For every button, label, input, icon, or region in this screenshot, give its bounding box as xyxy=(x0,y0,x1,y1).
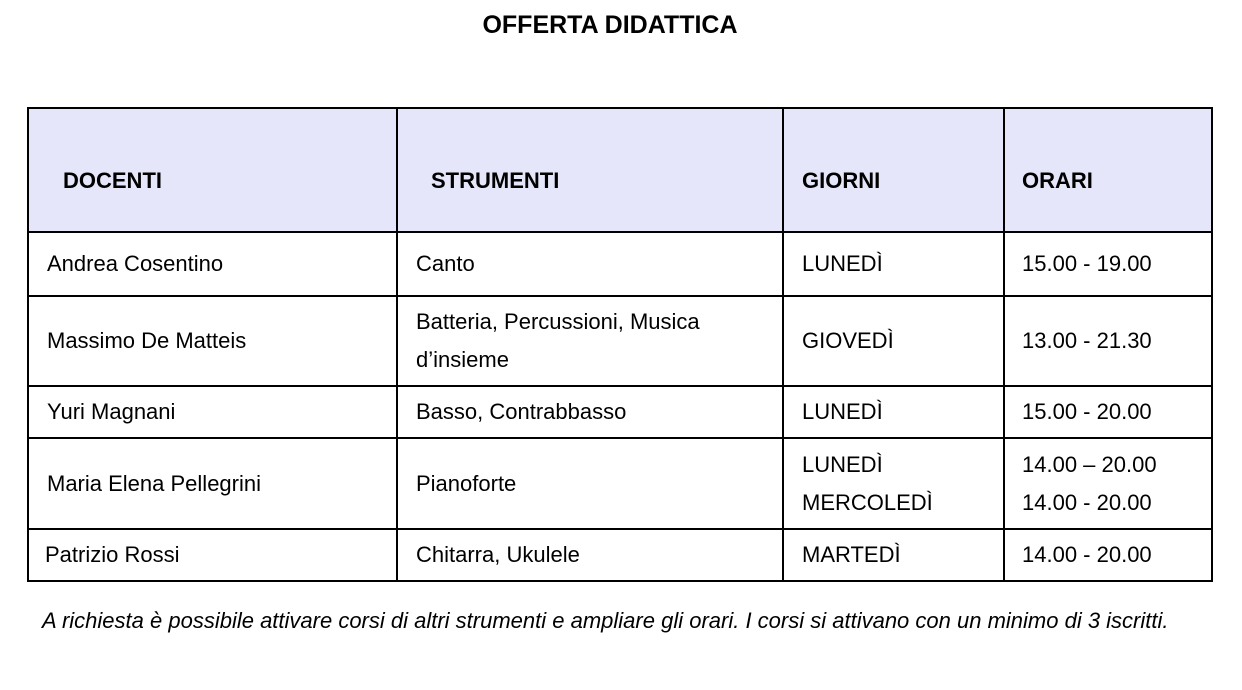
giorni-cell xyxy=(783,438,1004,529)
table-row xyxy=(28,438,1212,529)
strumenti-cell: Chitarra, Ukulele xyxy=(397,529,783,581)
course-table xyxy=(27,107,1213,582)
giorni-cell xyxy=(783,529,1004,581)
orario-value: 13.00 - 21.30 xyxy=(1022,328,1152,353)
docente-cell: Maria Elena Pellegrini xyxy=(28,438,397,529)
giorno-value: GIOVEDÌ xyxy=(802,328,894,353)
table-header-row xyxy=(28,108,1212,232)
orario-value: 14.00 – 20.00 xyxy=(1022,451,1157,477)
table-row xyxy=(28,296,1212,386)
orari-cell xyxy=(1004,386,1212,438)
orario-value: 14.00 - 20.00 xyxy=(1022,542,1152,567)
strumenti-cell: Pianoforte xyxy=(397,438,783,529)
column-header-docenti: DOCENTI xyxy=(28,108,397,232)
column-header-orari: ORARI xyxy=(1004,108,1212,232)
footnote-text: A richiesta è possibile attivare corsi di altri strumenti e ampliare gli orari. I corsi si attivano con un minimo di 3 iscritti. xyxy=(42,608,1169,633)
table-row xyxy=(28,529,1212,581)
docente-cell: Massimo De Matteis xyxy=(28,296,397,386)
orari-cell xyxy=(1004,296,1212,386)
table-row xyxy=(28,232,1212,296)
strumenti-cell: Canto xyxy=(397,232,783,296)
giorni-cell xyxy=(783,232,1004,296)
docente-cell: Patrizio Rossi xyxy=(28,529,397,581)
giorni-cell xyxy=(783,386,1004,438)
page-title: OFFERTA DIDATTICA xyxy=(482,11,738,39)
giorno-value: MARTEDÌ xyxy=(802,542,901,567)
giorno-value: MERCOLEDÌ xyxy=(802,489,933,515)
column-header-giorni: GIORNI xyxy=(783,108,1004,232)
strumenti-cell: Basso, Contrabbasso xyxy=(397,386,783,438)
giorni-cell xyxy=(783,296,1004,386)
orario-value: 15.00 - 20.00 xyxy=(1022,399,1152,424)
giorno-value: LUNEDÌ xyxy=(802,399,883,424)
orario-value: 14.00 - 20.00 xyxy=(1022,489,1152,515)
giorno-value: LUNEDÌ xyxy=(802,451,883,477)
docente-cell: Yuri Magnani xyxy=(28,386,397,438)
orario-value: 15.00 - 19.00 xyxy=(1022,251,1152,276)
strumenti-cell: Batteria, Percussioni, Musica d’insieme xyxy=(397,296,783,386)
orari-cell xyxy=(1004,232,1212,296)
table-row xyxy=(28,386,1212,438)
orari-cell xyxy=(1004,438,1212,529)
docente-cell: Andrea Cosentino xyxy=(28,232,397,296)
orari-cell xyxy=(1004,529,1212,581)
column-header-strumenti: STRUMENTI xyxy=(397,108,783,232)
giorno-value: LUNEDÌ xyxy=(802,251,883,276)
